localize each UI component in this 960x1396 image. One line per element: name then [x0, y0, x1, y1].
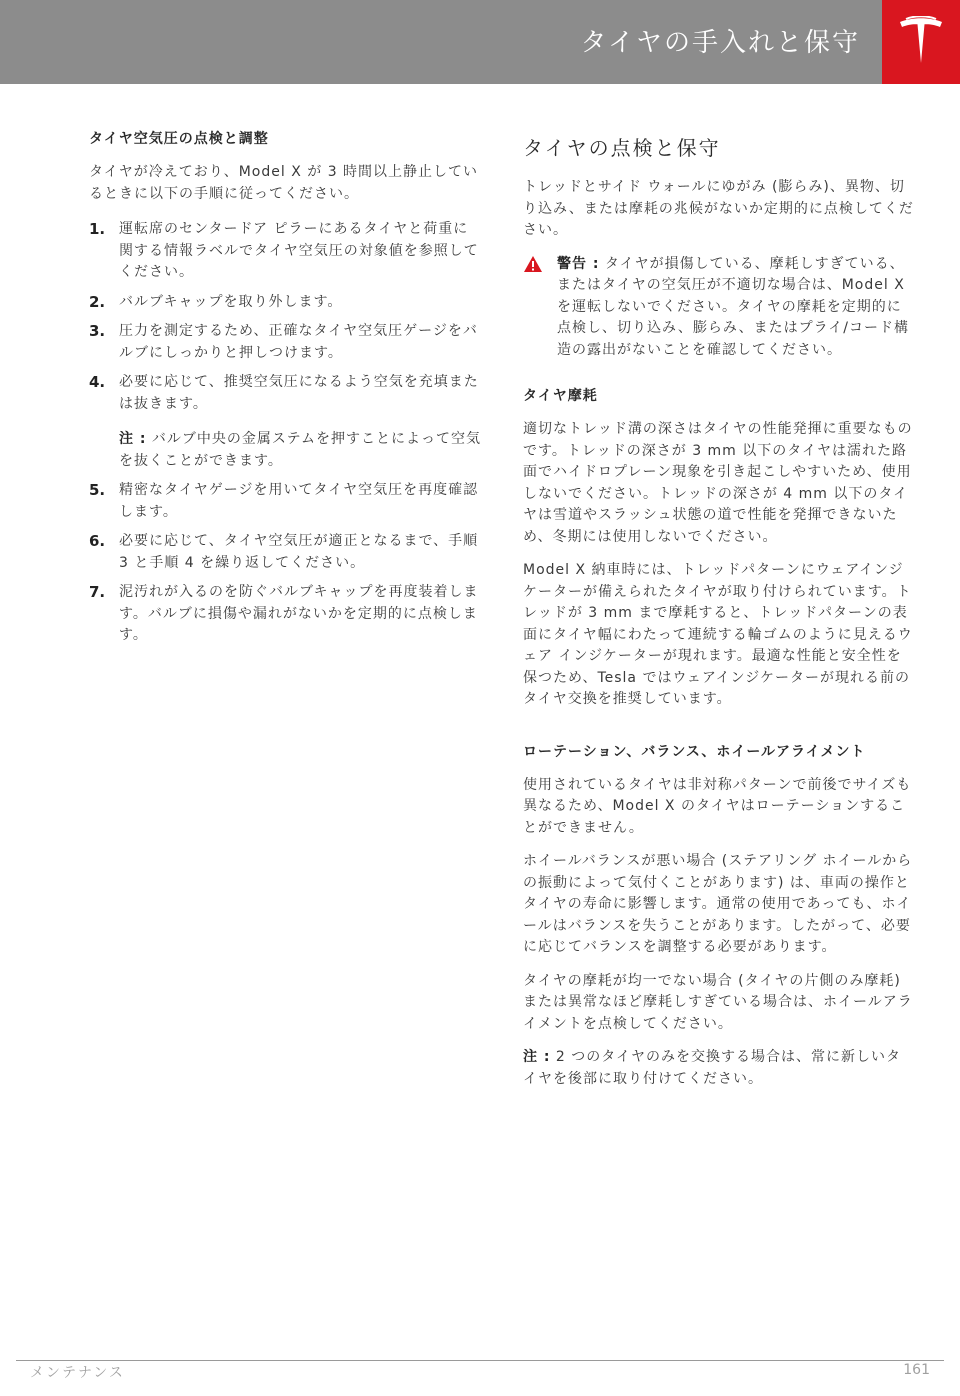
- wear-paragraph-1: 適切なトレッド溝の深さはタイヤの性能発揮に重要なものです。トレッドの深さが 3 mm 以下のタイヤは濡れた路面でハイドロプレーン現象を引き起こしやすいため、使用しないでください。トレッドの深さが 4 mm 以下のタイヤは雪道やスラッシュ状態の道で性能を発揮できないため、冬期には使用しないでください。: [523, 421, 913, 545]
- tesla-logo: [882, 0, 960, 84]
- section-heading-rotation: ローテーション、バランス、ホイールアライメント: [523, 743, 866, 760]
- note-text: 2 つのタイヤのみを交換する場合は、常に新しいタイヤを後部に取り付けてください。: [523, 1049, 902, 1087]
- step-number: 2.: [89, 292, 106, 311]
- list-item: [89, 292, 481, 314]
- warning-block: [523, 254, 915, 362]
- page-number: 161: [903, 1362, 930, 1378]
- list-item: [89, 531, 481, 574]
- steps-list: [89, 219, 481, 647]
- note-text: バルブ中央の金属ステムを押すことによって空気を抜くことができます。: [119, 431, 481, 469]
- step-number: 3.: [89, 322, 106, 340]
- warning-text: [557, 254, 915, 362]
- step-text: 必要に応じて、タイヤ空気圧が適正となるまで、手順 3 と手順 4 を繰り返してください。: [119, 533, 479, 571]
- warning-body: タイヤが損傷している、摩耗しすぎている、またはタイヤの空気圧が不適切な場合は、Model X を運転しないでください。タイヤの摩耗を定期的に点検し、切り込み、膨らみ、またはプライ/コード構造の露出がないことを確認してください。: [557, 255, 909, 358]
- section-heading-wear: タイヤ摩耗: [523, 388, 598, 404]
- footer-divider: [16, 1360, 944, 1361]
- rotation-paragraph-2: ホイールバランスが悪い場合 (ステアリング ホイールからの振動によって気付くことがあります) は、車両の操作とタイヤの寿命に影響します。通常の使用であっても、ホイールはバランスを失うことがあります。したがって、必要に応じてバランスを調整する必要があります。: [523, 853, 913, 955]
- list-item: [89, 582, 481, 647]
- step-note: [89, 429, 481, 472]
- inspection-intro: トレッドとサイド ウォールにゆがみ (膨らみ)、異物、切り込み、または摩耗の兆候がないか定期的に点検してください。: [523, 179, 914, 238]
- rotation-note: [523, 1047, 915, 1090]
- left-column: [89, 128, 481, 655]
- list-item: [89, 321, 481, 364]
- step-number: 1.: [89, 220, 106, 238]
- wear-paragraph-2: Model X 納車時には、トレッドパターンにウェアインジケーターが備えられたタイヤが取り付けられています。トレッドが 3 mm まで摩耗すると、トレッドパターンの表面にタイヤ幅にわたって連続する輪ゴムのように見えるウェア インジケーターが現れます。最適な性能と安全性を保つため、Tesla ではウェアインジケーターが現れる前のタイヤ交換を推奨しています。: [523, 562, 913, 707]
- footer-section-name: メンテナンス: [30, 1365, 125, 1381]
- step-text: バルブキャップを取り外します。: [119, 293, 343, 310]
- warning-label: 警告 :: [557, 255, 600, 272]
- note-label: 注 :: [119, 431, 147, 447]
- rotation-paragraph-3: タイヤの摩耗が均一でない場合 (タイヤの片側のみ摩耗) または異常なほど摩耗しすぎている場合は、ホイールアライメントを点検してください。: [523, 972, 913, 1032]
- section-heading-inspection: タイヤの点検と保守: [523, 136, 721, 160]
- step-number: 4.: [89, 373, 106, 391]
- right-column: [523, 132, 915, 1090]
- step-number: 5.: [89, 481, 106, 499]
- list-item: [89, 480, 481, 523]
- page-title: タイヤの手入れと保守: [580, 28, 860, 58]
- step-text: 泥汚れが入るのを防ぐバルブキャップを再度装着します。バルブに損傷や漏れがないかを定期的に点検します。: [119, 584, 479, 643]
- page-header: [0, 0, 960, 84]
- step-number: 7.: [89, 583, 106, 601]
- list-item: [89, 372, 481, 415]
- section-heading-tire-pressure: タイヤ空気圧の点検と調整: [89, 131, 269, 147]
- list-item: [89, 219, 481, 284]
- step-text: 精密なタイヤゲージを用いてタイヤ空気圧を再度確認します。: [119, 482, 479, 520]
- warning-triangle-icon: [523, 254, 557, 362]
- step-number: 6.: [89, 532, 106, 550]
- step-text: 圧力を測定するため、正確なタイヤ空気圧ゲージをバルブにしっかりと押しつけます。: [119, 323, 478, 361]
- step-text: 運転席のセンタードア ピラーにあるタイヤと荷重に関する情報ラベルでタイヤ空気圧の対象値を参照してください。: [119, 221, 479, 280]
- step-text: 必要に応じて、推奨空気圧になるよう空気を充填または抜きます。: [119, 374, 479, 412]
- note-label: 注 :: [523, 1049, 551, 1065]
- intro-paragraph: タイヤが冷えており、Model X が 3 時間以上静止しているときに以下の手順に従ってください。: [89, 164, 479, 202]
- tesla-logo-icon: [898, 16, 944, 68]
- rotation-paragraph-1: 使用されているタイヤは非対称パターンで前後でサイズも異なるため、Model X のタイヤはローテーションすることができません。: [523, 776, 912, 836]
